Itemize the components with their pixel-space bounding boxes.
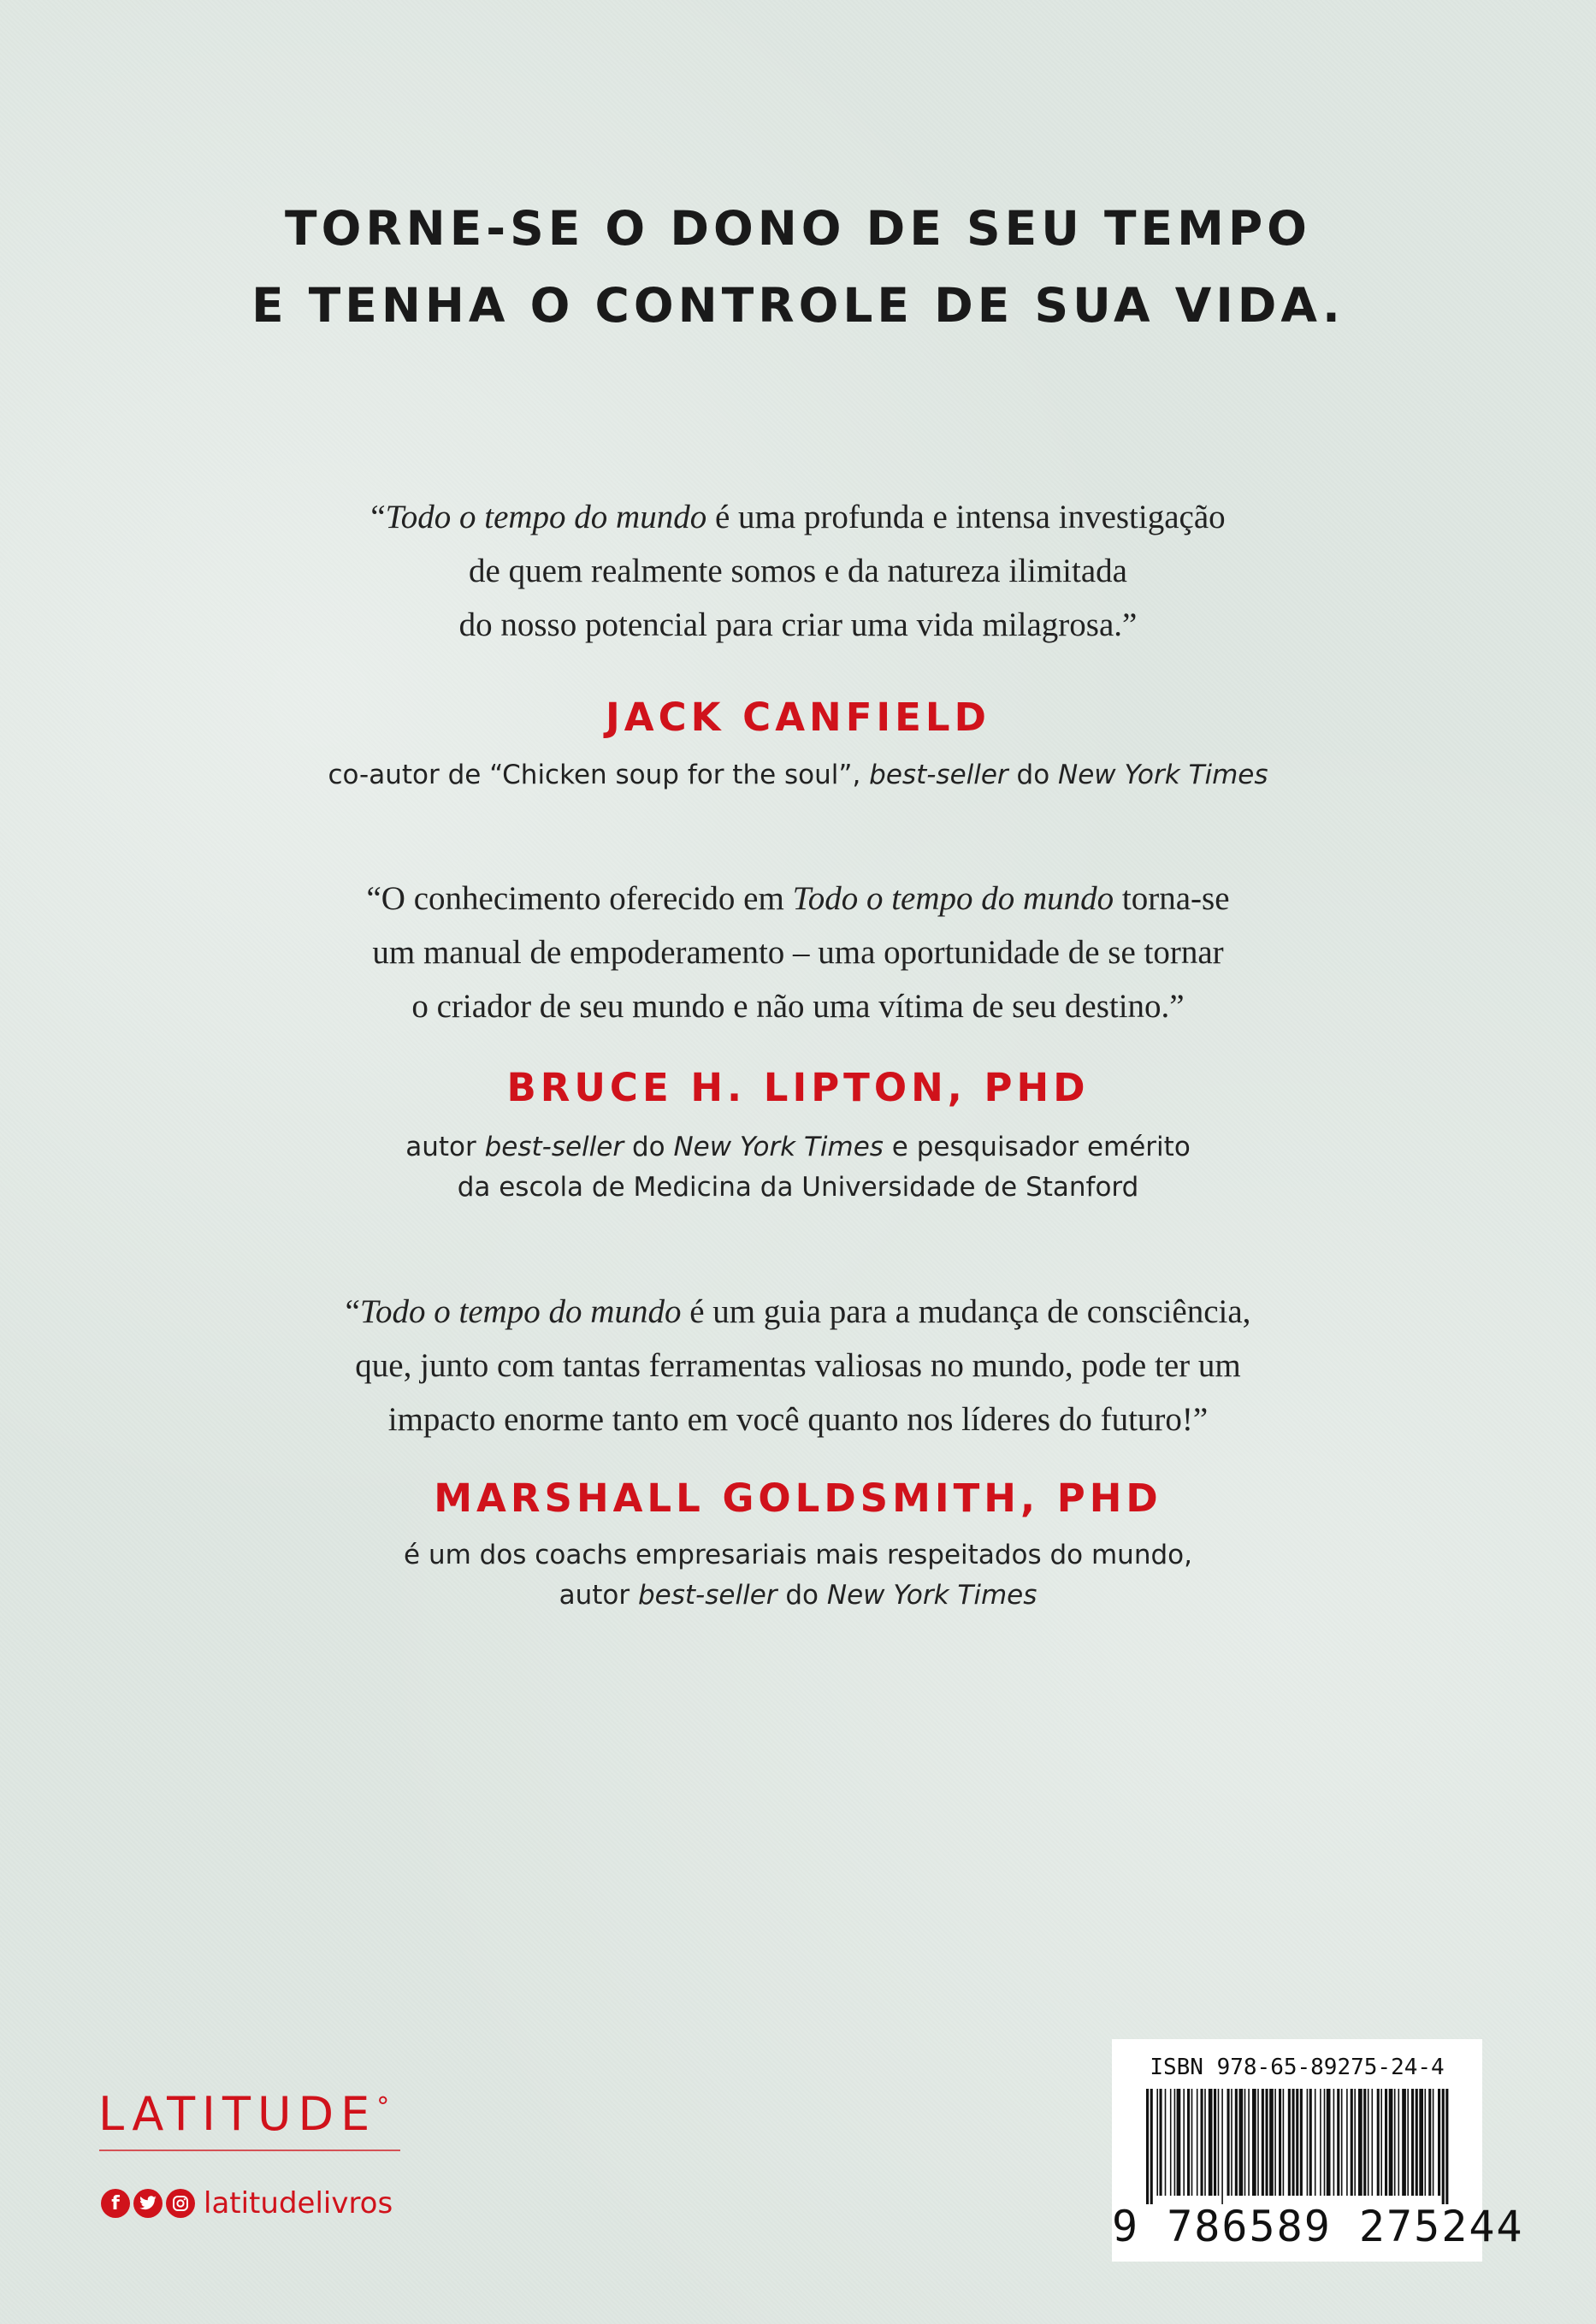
social-links <box>101 2186 393 2221</box>
credit-text: co-autor de “Chicken soup for the soul”, <box>328 760 870 790</box>
barcode-bar <box>1191 2089 1193 2196</box>
barcode-bar <box>1368 2089 1369 2196</box>
barcode-bar <box>1416 2089 1418 2196</box>
barcode-bar <box>1221 2089 1223 2204</box>
barcode-bar <box>1419 2089 1423 2196</box>
quote-line <box>0 1339 1596 1393</box>
quote-text: “ <box>370 499 386 535</box>
barcode-bar <box>1266 2089 1268 2196</box>
quote-line <box>0 544 1596 598</box>
barcode-bar <box>1262 2089 1264 2196</box>
barcode-bar <box>1269 2089 1274 2196</box>
credit-italic-text: New York Times <box>673 1132 884 1162</box>
barcode-bar <box>1227 2089 1230 2196</box>
barcode-bar <box>1324 2089 1326 2196</box>
barcode-bar <box>1428 2089 1431 2196</box>
quote-text: um manual de empoderamento – uma oportunidade de se tornar <box>372 934 1224 971</box>
barcode-bar <box>1174 2089 1176 2196</box>
barcode-bar <box>1244 2089 1246 2196</box>
barcode-bar <box>1394 2089 1396 2196</box>
publisher-logo <box>98 2087 396 2141</box>
barcode-bar <box>1279 2089 1281 2196</box>
testimonial-quote <box>0 1285 1596 1446</box>
barcode-bar <box>1201 2089 1203 2196</box>
barcode-bar <box>1363 2089 1366 2196</box>
barcode-bar <box>1398 2089 1400 2196</box>
social-handle[interactable]: latitudelivros <box>204 2186 393 2221</box>
barcode-bar <box>1372 2089 1374 2196</box>
barcode-bar <box>1385 2089 1387 2196</box>
barcode-bar <box>1150 2089 1153 2204</box>
testimonial-quote <box>0 872 1596 1033</box>
barcode-bar <box>1214 2089 1216 2196</box>
credit-line <box>0 1168 1596 1208</box>
credit-italic-text: best-seller <box>869 760 1008 790</box>
isbn-label: ISBN 978-65-89275-24-4 <box>1150 2055 1445 2080</box>
quote-line <box>0 598 1596 652</box>
quote-line <box>0 979 1596 1033</box>
barcode-bar <box>1239 2089 1244 2196</box>
barcode-bar <box>1187 2089 1190 2196</box>
barcode-bar <box>1300 2089 1303 2196</box>
headline-line-2: E TENHA O CONTROLE DE SUA VIDA. <box>251 278 1345 333</box>
barcode-bar <box>1165 2089 1167 2196</box>
barcode-bar <box>1346 2089 1348 2196</box>
instagram-icon[interactable] <box>166 2189 195 2218</box>
quote-line <box>0 1393 1596 1446</box>
quote-text: é uma profunda e intensa investigação <box>706 499 1226 535</box>
barcode-bar <box>1296 2089 1298 2196</box>
barcode-bar <box>1156 2089 1158 2196</box>
quote-text: que, junto com tantas ferramentas valiosas no mundo, pode ter um <box>355 1347 1241 1384</box>
barcode-bar <box>1433 2089 1434 2196</box>
barcode-bar <box>1160 2089 1162 2196</box>
barcode-bar <box>1274 2089 1276 2196</box>
quote-line <box>0 490 1596 544</box>
headline-line-1: TORNE-SE O DONO DE SEU TEMPO <box>285 201 1311 256</box>
barcode-bar <box>1377 2089 1380 2196</box>
barcode-bar <box>1231 2089 1232 2196</box>
credit-text: do <box>624 1132 674 1162</box>
barcode-bar <box>1257 2089 1259 2196</box>
testimonial-credit <box>0 1535 1596 1616</box>
barcode-bar <box>1358 2089 1363 2196</box>
barcode-bar <box>1341 2089 1343 2196</box>
quote-line <box>0 872 1596 925</box>
barcode-bar <box>1218 2089 1220 2196</box>
barcode-bar <box>1146 2089 1149 2204</box>
quote-text: do nosso potencial para criar uma vida milagrosa.” <box>458 606 1138 643</box>
testimonial-author: JACK CANFIELD <box>606 695 990 740</box>
credit-text: da escola de Medicina da Universidade de Stanford <box>457 1172 1139 1203</box>
credit-italic-text: best-seller <box>484 1132 624 1162</box>
barcode-bar <box>1333 2089 1335 2196</box>
quote-text: “O conhecimento oferecido em <box>366 880 793 917</box>
quote-text: torna-se <box>1114 880 1230 917</box>
barcode-bar <box>1248 2089 1250 2196</box>
barcode-box <box>1112 2039 1524 2262</box>
barcode-bar <box>1315 2089 1316 2196</box>
headline <box>0 190 1596 344</box>
quote-line <box>0 925 1596 979</box>
barcode-bar <box>1235 2089 1238 2196</box>
credit-text: do <box>1008 760 1059 790</box>
logo-divider <box>99 2150 400 2151</box>
credit-text: autor <box>559 1580 638 1611</box>
barcode-bar <box>1354 2089 1356 2196</box>
credit-line <box>0 1535 1596 1576</box>
barcode-bar <box>1309 2089 1312 2196</box>
publisher-logo-text: LATITUDE <box>98 2087 377 2141</box>
barcode-bar <box>1292 2089 1295 2196</box>
barcode-bar <box>1177 2089 1181 2196</box>
credit-text: do <box>777 1580 827 1611</box>
quote-text: “ <box>345 1293 360 1330</box>
credit-text: e pesquisador emérito <box>883 1132 1191 1162</box>
barcode-bar <box>1351 2089 1353 2196</box>
barcode-bar <box>1389 2089 1393 2196</box>
barcode-bar <box>1183 2089 1185 2196</box>
quote-text: é um guia para a mudança de consciência, <box>681 1293 1251 1330</box>
barcode-bar <box>1425 2089 1427 2196</box>
barcode-bar <box>1438 2089 1440 2196</box>
barcode-bar <box>1402 2089 1406 2196</box>
testimonial-credit <box>0 755 1596 795</box>
quote-text: o criador de seu mundo e não uma vítima de seu destino.” <box>411 988 1185 1025</box>
ean-digits: 9 786589 275244 <box>1112 2202 1524 2251</box>
credit-italic-text: New York Times <box>826 1580 1037 1611</box>
barcode-bar <box>1445 2089 1448 2204</box>
quote-line <box>0 1285 1596 1339</box>
credit-italic-text: best-seller <box>638 1580 777 1611</box>
facebook-icon[interactable]: f <box>101 2189 130 2218</box>
twitter-icon[interactable] <box>133 2189 163 2218</box>
quote-text: de quem realmente somos e da natureza ilimitada <box>469 553 1127 589</box>
barcode-bar <box>1209 2089 1213 2196</box>
book-title: Todo o tempo do mundo <box>385 499 707 535</box>
barcode-bar <box>1283 2089 1285 2196</box>
testimonial-quote <box>0 490 1596 652</box>
barcode-bar <box>1288 2089 1291 2196</box>
credit-line <box>0 1576 1596 1616</box>
barcode-bar <box>1411 2089 1414 2196</box>
barcode-bar <box>1442 2089 1445 2204</box>
barcode-bar <box>1407 2089 1409 2196</box>
credit-text: autor <box>405 1132 485 1162</box>
barcode-bar <box>1380 2089 1382 2196</box>
barcode-bar <box>1307 2089 1309 2196</box>
barcode-bar <box>1204 2089 1206 2196</box>
logo-degree-icon: ° <box>376 2092 397 2122</box>
barcode-bar <box>1337 2089 1339 2196</box>
barcode-bars <box>1146 2089 1450 2204</box>
credit-line <box>0 755 1596 795</box>
credit-line <box>0 1127 1596 1168</box>
testimonial-author: MARSHALL GOLDSMITH, PHD <box>434 1475 1162 1521</box>
barcode-bar <box>1327 2089 1331 2196</box>
testimonial-author: BRUCE H. LIPTON, PHD <box>506 1065 1090 1110</box>
credit-text: é um dos coachs empresariais mais respeitados do mundo, <box>404 1540 1192 1570</box>
quote-text: impacto enorme tanto em você quanto nos líderes do futuro!” <box>387 1401 1209 1438</box>
barcode-bar <box>1197 2089 1198 2196</box>
testimonial-credit <box>0 1127 1596 1208</box>
barcode-bar <box>1320 2089 1321 2196</box>
book-title: Todo o tempo do mundo <box>792 880 1114 917</box>
barcode-bar <box>1252 2089 1256 2196</box>
credit-italic-text: New York Times <box>1058 760 1268 790</box>
barcode-bar <box>1170 2089 1172 2196</box>
book-title: Todo o tempo do mundo <box>359 1293 682 1330</box>
